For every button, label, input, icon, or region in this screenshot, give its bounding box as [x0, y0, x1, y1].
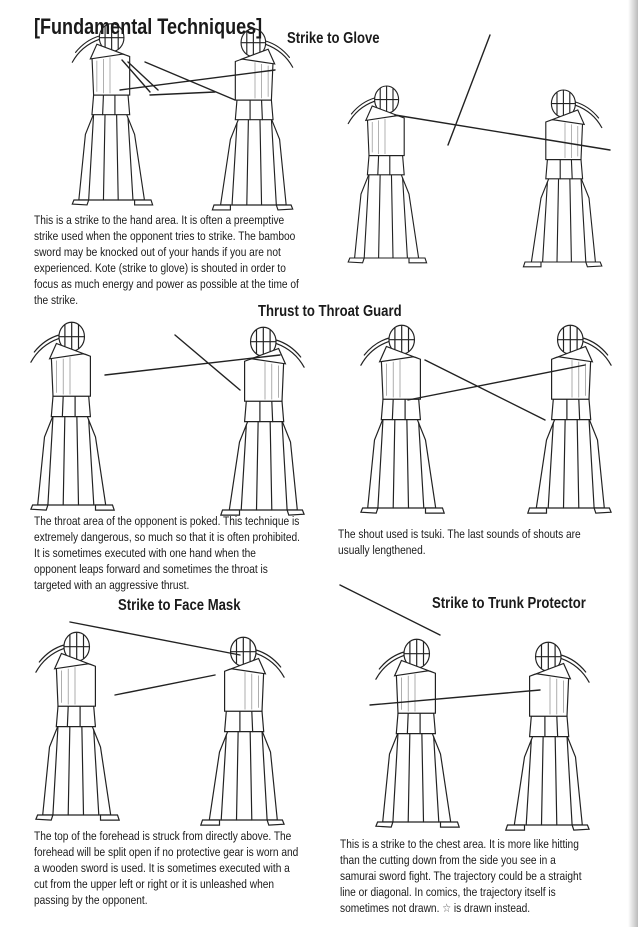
trunk-description-last-after: is drawn instead. — [453, 901, 531, 915]
throat-description-left: The throat area of the opponent is poked. This technique is extremely dangerous, so much so that it is often prohibited. It is sometimes executed with one hand when the opponent leaps forward and sometimes the throat is targeted with an aggressive thrust. — [34, 514, 301, 592]
glove-illustration-right — [348, 35, 610, 267]
trunk-description-last-before: sometimes not drawn. — [340, 901, 440, 915]
throat-illustration-left — [31, 322, 304, 515]
star-icon: ☆ — [442, 901, 452, 915]
heading-strike-to-glove: Strike to Glove — [287, 30, 380, 47]
glove-illustration-left — [72, 24, 292, 210]
heading-strike-to-face-mask: Strike to Face Mask — [118, 597, 241, 614]
heading-thrust-to-throat-guard: Thrust to Throat Guard — [258, 303, 402, 320]
glove-description: This is a strike to the hand area. It is often a preemptive strike used when the opponent tries to strike. The bamboo sword may be knocked out of your hands if you are not experienced. Kote (strike to glove) is shouted in order to focus as much energy and power as possible at the time of the strike. — [34, 213, 299, 307]
throat-illustration-right — [361, 325, 611, 513]
trunk-illustration — [340, 585, 589, 830]
page-title: [Fundamental Techniques] — [34, 14, 263, 39]
heading-strike-to-trunk-protector: Strike to Trunk Protector — [432, 595, 586, 612]
page-edge-shadow — [628, 0, 638, 927]
throat-description-right: The shout used is tsuki. The last sounds of shouts are usually lengthened. — [338, 527, 581, 557]
mask-description: The top of the forehead is struck from directly above. The forehead will be split open if no protective gear is worn and a wooden sword is used. It is sometimes executed with a cut from the upper left or right or it is unleashed when passing by the opponent. — [34, 829, 299, 907]
mask-illustration — [36, 622, 284, 825]
trunk-description-text: This is a strike to the chest area. It is more like hitting than the cutting down from the side you see in a samurai sword fight. The trajectory could be a straight line or diagonal. In comics, the trajectory itself is — [340, 837, 582, 899]
trunk-description — [340, 836, 607, 916]
